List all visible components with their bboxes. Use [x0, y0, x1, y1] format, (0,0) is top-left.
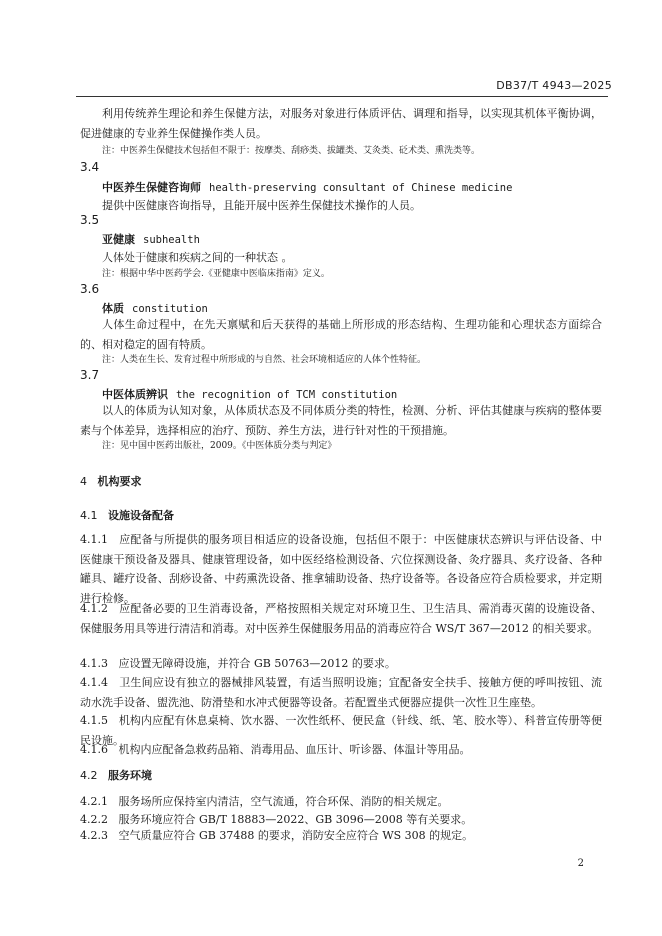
- section-4-heading: [80, 473, 142, 489]
- note-1: 注：中医养生保健技术包括但不限于：按摩类、刮痧类、拔罐类、艾灸类、砭术类、熏洗类等。: [102, 146, 481, 156]
- item-4-1-4-number: 4.1.4: [80, 676, 108, 689]
- section-4-2-title: 服务环境: [108, 769, 152, 782]
- item-4-2-3: [80, 826, 602, 846]
- page-number: 2: [577, 858, 584, 869]
- section-4-2-number: 4.2: [80, 769, 98, 782]
- item-4-1-4: [80, 673, 602, 712]
- item-4-1-6-text: 机构内应配备急救药品箱、消毒用品、血压计、听诊器、体温计等用品。: [118, 743, 471, 756]
- clause-number-3-4: 3.4: [80, 160, 100, 174]
- note-3-7: 注：见中国中医药出版社，2009。《中医体质分类与判定》: [102, 441, 337, 451]
- section-4-title: 机构要求: [97, 475, 142, 488]
- clause-number-3-7: 3.7: [80, 368, 100, 382]
- section-4-2-heading: [80, 767, 152, 783]
- intro-paragraph: 利用传统养生理论和养生保健方法，对服务对象进行体质评估、调理和指导，以实现其机体平衡协调，促进健康的专业养生保健操作类人员。: [80, 107, 602, 140]
- definition-3-5: 人体处于健康和疾病之间的一种状态 。: [102, 251, 293, 264]
- item-4-1-5-number: 4.1.5: [80, 714, 108, 727]
- term-3-5-en: subhealth: [143, 234, 200, 246]
- item-4-1-2: [80, 599, 602, 638]
- header-rule: [76, 96, 608, 97]
- item-4-1-3: [80, 654, 602, 674]
- term-3-4: [102, 179, 512, 195]
- item-4-2-2-number: 4.2.2: [80, 813, 108, 826]
- item-4-2-3-text: 空气质量应符合 GB 37488 的要求，消防安全应符合 WS 308 的规定。: [118, 829, 474, 842]
- term-3-6-en: constitution: [132, 303, 208, 315]
- term-3-7-en: the recognition of TCM constitution: [176, 389, 398, 401]
- item-4-1-2-text: 应配备必要的卫生消毒设备，严格按照相关规定对环境卫生、卫生洁具、需消毒灭菌的设施设备、保健服务用具等进行清洁和消毒。对中医养生保健服务用品的消毒应符合 WS/T 367—2012 的相关要求。: [80, 602, 602, 635]
- term-3-7: [102, 386, 397, 402]
- item-4-1-3-text: 应设置无障碍设施，并符合 GB 50763—2012 的要求。: [118, 657, 396, 670]
- item-4-2-3-number: 4.2.3: [80, 829, 108, 842]
- section-4-1-number: 4.1: [80, 509, 98, 522]
- document-code: DB37/T 4943—2025: [496, 79, 612, 92]
- note-3-5: 注：根据中华中医药学会.《亚健康中医临床指南》定义。: [102, 269, 330, 279]
- item-4-1-1: [80, 530, 602, 608]
- item-4-1-2-number: 4.1.2: [80, 602, 108, 615]
- item-4-1-4-text: 卫生间应设有独立的器械排风装置，有适当照明设施；宜配备安全扶手、接触方便的呼叫按钮、流动水洗手设备、盥洗池、防滑垫和水冲式便器等设备。若配置坐式便器应提供一次性卫生座垫。: [80, 676, 602, 709]
- item-4-2-1-text: 服务场所应保持室内清洁，空气流通，符合环保、消防的相关规定。: [118, 795, 449, 808]
- section-4-1-heading: [80, 507, 174, 523]
- definition-3-6: 人体生命过程中，在先天禀赋和后天获得的基础上所形成的形态结构、生理功能和心理状态方面综合的、相对稳定的固有特质。: [80, 318, 602, 351]
- item-4-1-1-text: 应配备与所提供的服务项目相适应的设备设施，包括但不限于：中医健康状态辨识与评估设备、中医健康干预设备及器具、健康管理设备，如中医经络检测设备、穴位探测设备、灸疗器具、炙疗设备、各种罐具、罐疗设备、刮痧设备、中药熏洗设备、推拿辅助设备、热疗设备等。各设备应符合质检要求，并定期进行检修。: [80, 533, 602, 605]
- item-4-1-6-number: 4.1.6: [80, 743, 108, 756]
- item-4-1-3-number: 4.1.3: [80, 657, 108, 670]
- term-3-6-zh: 体质: [102, 302, 124, 315]
- item-4-2-1-number: 4.2.1: [80, 795, 108, 808]
- term-3-6: [102, 300, 208, 316]
- note-3-6: 注：人类在生长、发育过程中所形成的与自然、社会环境相适应的人体个性特征。: [102, 355, 427, 365]
- item-4-1-6: [80, 740, 602, 760]
- definition-3-7: 以人的体质为认知对象，从体质状态及不同体质分类的特性，检测、分析、评估其健康与疾病的整体要素与个体差异，选择相应的治疗、预防、养生方法，进行针对性的干预措施。: [80, 404, 602, 437]
- clause-number-3-6: 3.6: [80, 282, 100, 296]
- term-3-5: [102, 231, 200, 247]
- section-4-number: 4: [80, 475, 87, 488]
- item-4-1-1-number: 4.1.1: [80, 533, 108, 546]
- item-4-1-5-text: 机构内应配有休息桌椅、饮水器、一次性纸杯、便民盒（针线、纸、笔、胶水等）、科普宣传册等便民设施。: [80, 714, 602, 747]
- item-4-2-2-text: 服务环境应符合 GB/T 18883—2022、GB 3096—2008 等有关要求。: [118, 813, 473, 826]
- item-4-2-1: [80, 792, 602, 812]
- term-3-4-en: health-preserving consultant of Chinese medicine: [209, 182, 513, 194]
- term-3-4-zh: 中医养生保健咨询师: [102, 181, 201, 194]
- term-3-7-zh: 中医体质辨识: [102, 388, 168, 401]
- definition-3-4: 提供中医健康咨询指导，且能开展中医养生保健技术操作的人员。: [102, 199, 421, 212]
- section-4-1-title: 设施设备配备: [108, 509, 174, 522]
- term-3-5-zh: 亚健康: [102, 233, 135, 246]
- clause-number-3-5: 3.5: [80, 213, 100, 227]
